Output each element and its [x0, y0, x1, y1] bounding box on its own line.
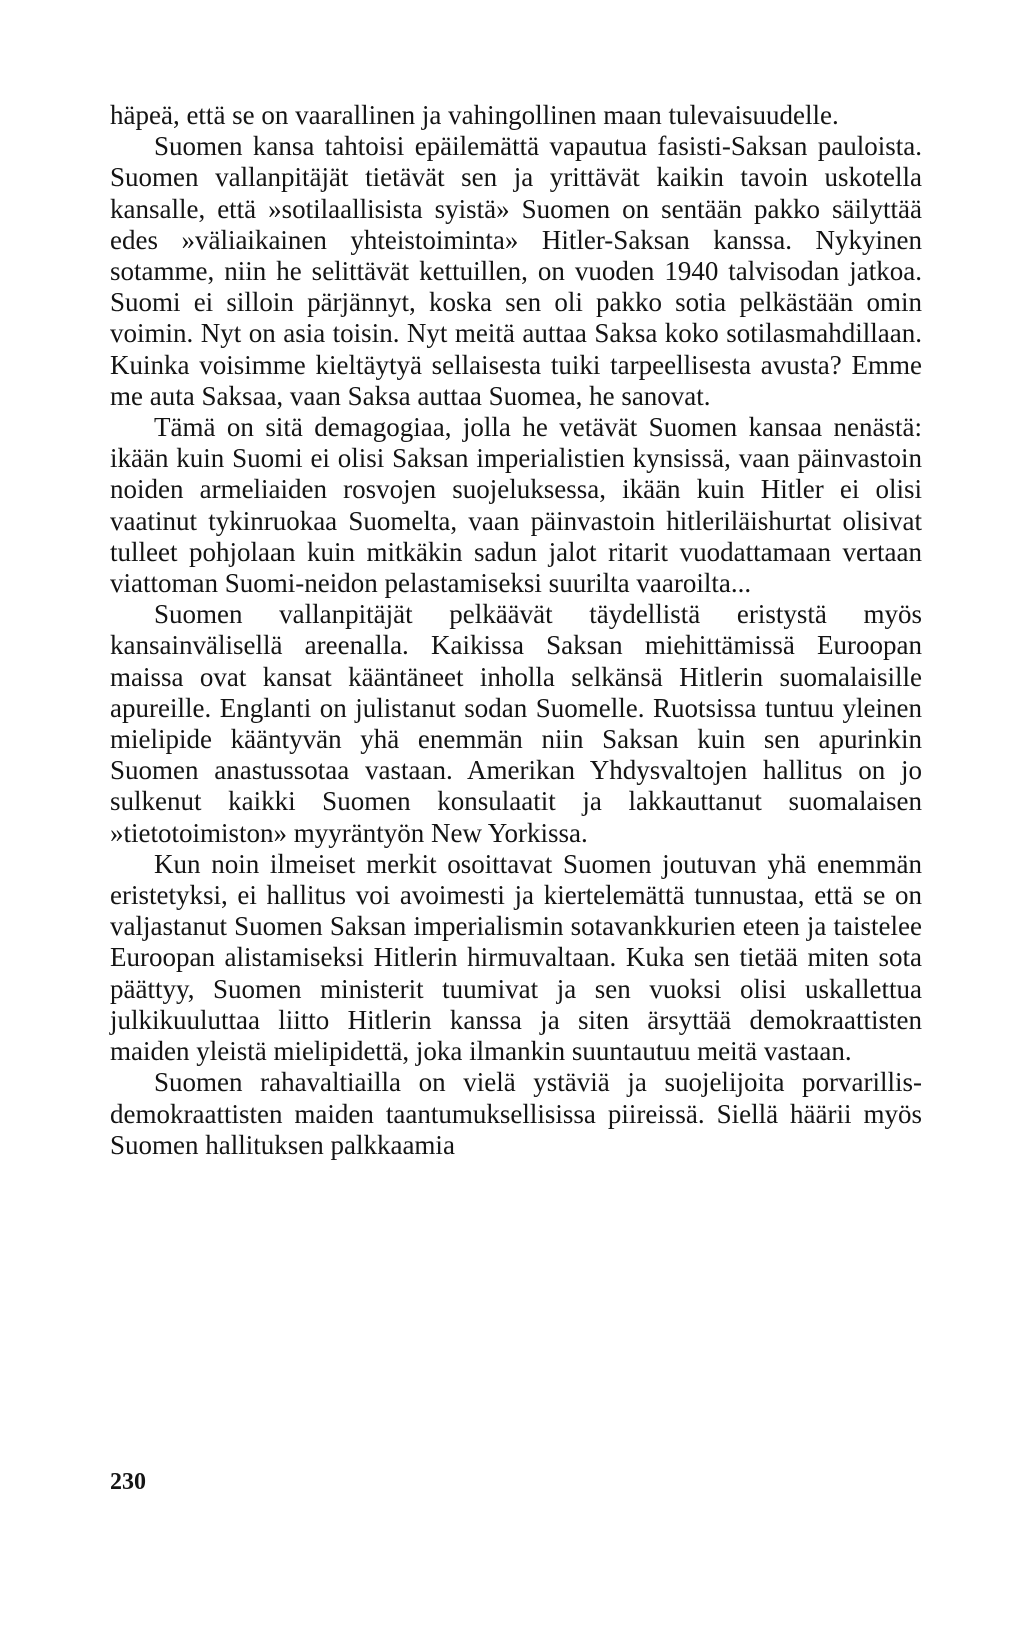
page-number: 230: [110, 1469, 146, 1495]
paragraph-6: Suomen rahavaltiailla on vielä ystäviä ja suojelijoita porvarillis-demokraattisten maiden taantumuksellisissa piireissä. Siellä häärii myös Suomen hallituksen palkkaamia: [110, 1067, 922, 1160]
paragraph-2: Suomen kansa tahtoisi epäilemättä vapautua fasisti-Saksan pauloista. Suomen vallanpitäjät tietävät sen ja yrittävät kaikin tavoin uskotella kansalle, että »sotilaallisista syistä» Suomen on sentään pakko säilyttää edes »väliaikainen yhteistoiminta» Hitler-Saksan kanssa. Nykyinen sotamme, niin he selittävät kettuillen, on vuoden 1940 talvisodan jatkoa. Suomi ei silloin pärjännyt, koska sen oli pakko sotia pelkästään omin voimin. Nyt on asia toisin. Nyt meitä auttaa Saksa koko sotilasmahdillaan. Kuinka voisimme kieltäytyä sellaisesta tuiki tarpeellisesta avusta? Emme me auta Saksaa, vaan Saksa auttaa Suomea, he sanovat.: [110, 131, 922, 411]
paragraph-4: Suomen vallanpitäjät pelkäävät täydellistä eristystä myös kansainvälisellä areenalla. Kaikissa Saksan miehittämissä Euroopan maissa ovat kansat kääntäneet inholla selkänsä Hitlerin suomalaisille apureille. Englanti on julistanut sodan Suomelle. Ruotsissa tuntuu yleinen mielipide kääntyvän yhä enemmän niin Saksan kuin sen apurinkin Suomen anastussotaa vastaan. Amerikan Yhdysvaltojen hallitus on jo sulkenut kaikki Suomen konsulaatit ja lakkauttanut suomalaisen »tietotoimiston» myyräntyön New Yorkissa.: [110, 599, 922, 848]
paragraph-1: häpeä, että se on vaarallinen ja vahingollinen maan tulevaisuudelle.: [110, 100, 839, 130]
paragraph-5: Kun noin ilmeiset merkit osoittavat Suomen joutuvan yhä enemmän eristetyksi, ei hallitus voi avoimesti ja kiertelemättä tunnustaa, että se on valjastanut Suomen Saksan imperialismin sotavankkurien eteen ja taistelee Euroopan alistamiseksi Hitlerin hirmuvaltaan. Kuka sen tietää miten sota päättyy, Suomen ministerit tuumivat ja sen vuoksi olisi uskallettua julkikuuluttaa liitto Hitlerin kanssa ja siten ärsyttää demokraattisten maiden yleistä mielipidettä, joka ilmankin suuntautuu meitä vastaan.: [110, 848, 922, 1067]
body-text: [110, 100, 922, 1161]
paragraph-3: Tämä on sitä demagogiaa, jolla he vetävät Suomen kansaa nenästä: ikään kuin Suomi ei olisi Saksan imperialistien kynsissä, vaan päinvastoin noiden armeliaiden rosvojen suojeluksessa, ikään kuin Hitler ei olisi vaatinut tykinruokaa Suomelta, vaan päinvastoin hitleriläishurtat olisivat tulleet pohjolaan kuin mitkäkin sadun jalot ritarit vuodattamaan vertaan viattoman Suomi-neidon pelastamiseksi suurilta vaaroilta...: [110, 412, 922, 599]
